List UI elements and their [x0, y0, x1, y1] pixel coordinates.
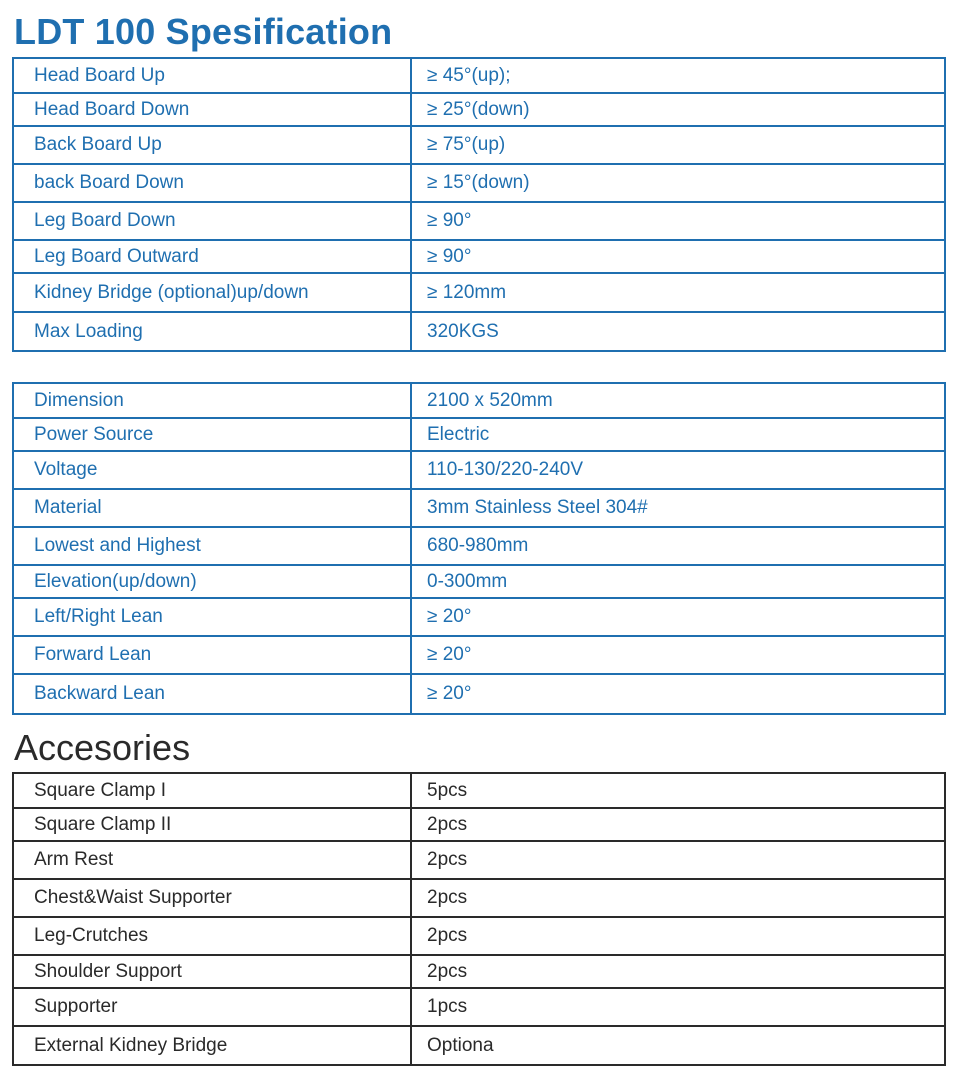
spec-value: 320KGS [411, 312, 945, 351]
spec-value: 3mm Stainless Steel 304# [411, 489, 945, 527]
spec-label: Left/Right Lean [13, 598, 411, 636]
accessory-value: 5pcs [411, 773, 945, 808]
accessory-label: Arm Rest [13, 841, 411, 879]
spec-table-angles [12, 57, 946, 352]
accessory-label: Square Clamp II [13, 808, 411, 841]
spec-label: Dimension [13, 383, 411, 418]
spec-label: Elevation(up/down) [13, 565, 411, 598]
table-row [13, 917, 945, 955]
spec-value: ≥ 45°(up); [411, 58, 945, 93]
spec-value: ≥ 75°(up) [411, 126, 945, 164]
table-row [13, 841, 945, 879]
table-row [13, 598, 945, 636]
spec-value: ≥ 25°(down) [411, 93, 945, 126]
accessory-value: 2pcs [411, 917, 945, 955]
table-row [13, 93, 945, 126]
spec-value: Electric [411, 418, 945, 451]
spec-title: LDT 100 Spesification [14, 11, 393, 52]
table-row [13, 489, 945, 527]
table-row [13, 58, 945, 93]
spec-label: Back Board Up [13, 126, 411, 164]
table-row [13, 879, 945, 917]
accessory-value: 2pcs [411, 808, 945, 841]
spec-value: ≥ 20° [411, 598, 945, 636]
spec-value: ≥ 20° [411, 636, 945, 674]
spec-label: Leg Board Down [13, 202, 411, 240]
table-row [13, 527, 945, 565]
table-row [13, 988, 945, 1026]
accessory-label: Leg-Crutches [13, 917, 411, 955]
spec-label: Forward Lean [13, 636, 411, 674]
accessory-label: Chest&Waist Supporter [13, 879, 411, 917]
table-row [13, 1026, 945, 1065]
accessory-value: 1pcs [411, 988, 945, 1026]
table-row [13, 240, 945, 273]
spec-label: Leg Board Outward [13, 240, 411, 273]
spec-label: Voltage [13, 451, 411, 489]
spec-value: ≥ 120mm [411, 273, 945, 312]
accessory-value: 2pcs [411, 841, 945, 879]
spec-label: Backward Lean [13, 674, 411, 714]
spec-value: 0-300mm [411, 565, 945, 598]
spec-value: ≥ 90° [411, 202, 945, 240]
spec-table-general [12, 382, 946, 715]
spec-value: ≥ 20° [411, 674, 945, 714]
spec-label: Head Board Up [13, 58, 411, 93]
spec-label: Material [13, 489, 411, 527]
spec-label: Power Source [13, 418, 411, 451]
table-row [13, 383, 945, 418]
spec-value: 2100 x 520mm [411, 383, 945, 418]
spec-label: Lowest and Highest [13, 527, 411, 565]
accessory-label: Shoulder Support [13, 955, 411, 988]
spec-value: ≥ 90° [411, 240, 945, 273]
table-row [13, 955, 945, 988]
table-row [13, 565, 945, 598]
table-row [13, 636, 945, 674]
accessory-value: Optiona [411, 1026, 945, 1065]
table-row [13, 418, 945, 451]
table-row [13, 451, 945, 489]
accessory-value: 2pcs [411, 879, 945, 917]
accessory-value: 2pcs [411, 955, 945, 988]
accessories-title: Accesories [14, 727, 191, 768]
spec-value: 110-130/220-240V [411, 451, 945, 489]
spec-label: Head Board Down [13, 93, 411, 126]
table-row [13, 808, 945, 841]
table-row [13, 312, 945, 351]
spec-value: ≥ 15°(down) [411, 164, 945, 202]
table-row [13, 674, 945, 714]
table-row [13, 273, 945, 312]
accessory-label: Supporter [13, 988, 411, 1026]
spec-label: back Board Down [13, 164, 411, 202]
table-row [13, 202, 945, 240]
accessory-label: External Kidney Bridge [13, 1026, 411, 1065]
accessories-table [12, 772, 946, 1066]
table-row [13, 773, 945, 808]
spec-value: 680-980mm [411, 527, 945, 565]
table-row [13, 126, 945, 164]
spec-label: Kidney Bridge (optional)up/down [13, 273, 411, 312]
accessory-label: Square Clamp I [13, 773, 411, 808]
spec-label: Max Loading [13, 312, 411, 351]
table-row [13, 164, 945, 202]
